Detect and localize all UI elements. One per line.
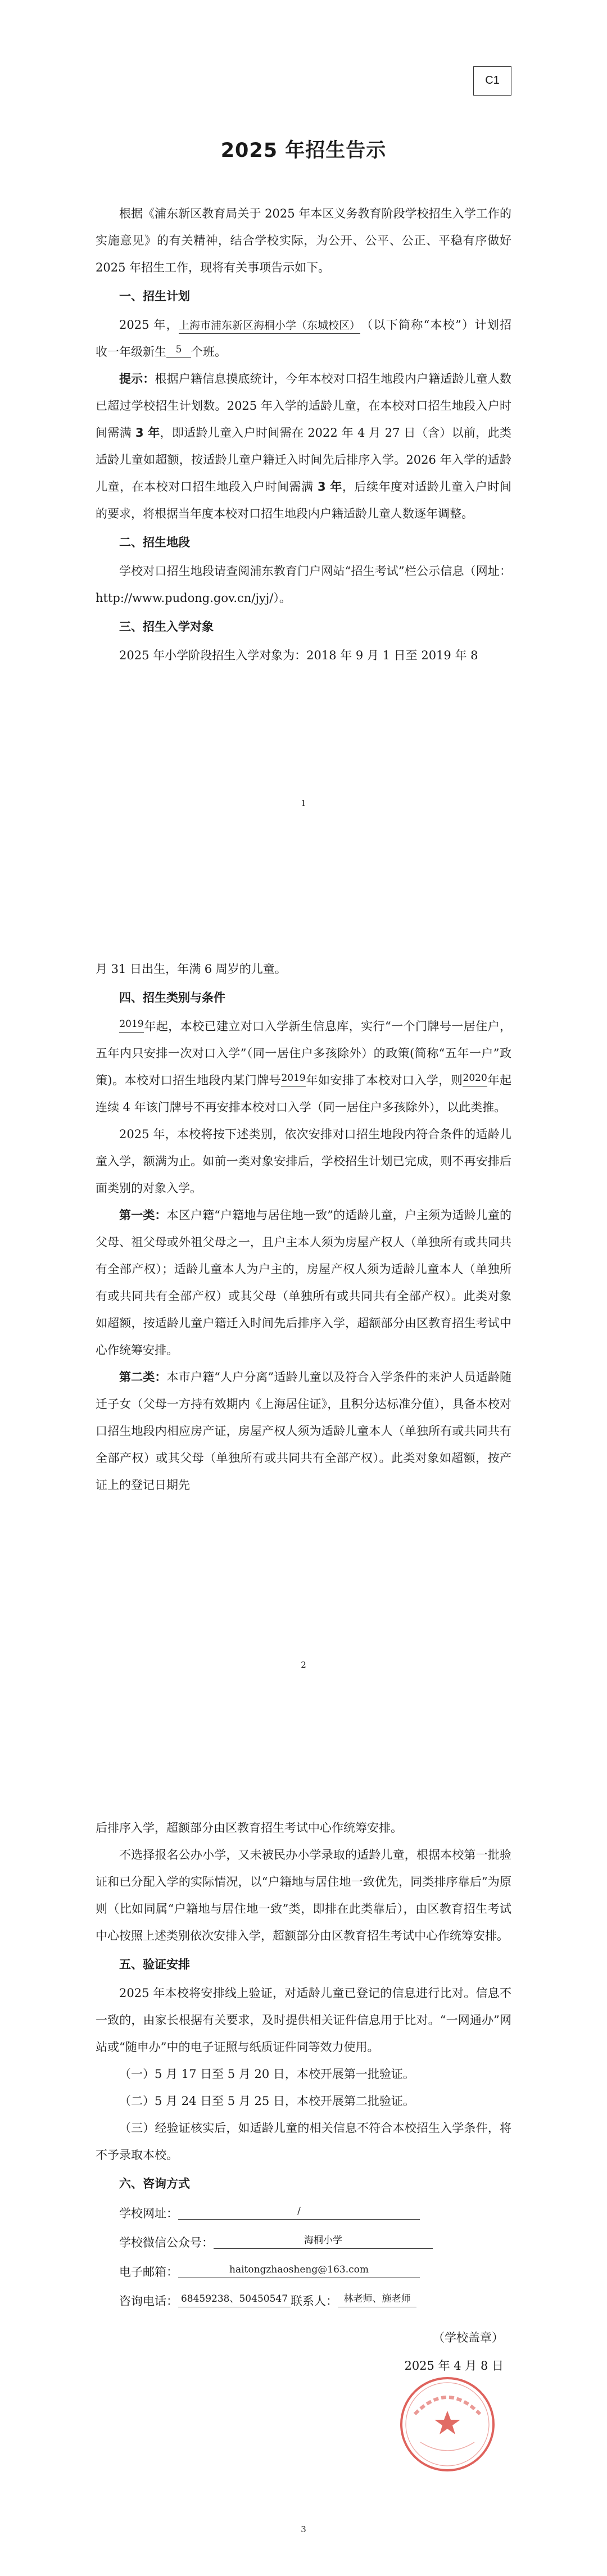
verification-item-3: （三）经验证核实后，如适龄儿童的相关信息不符合本校招生入学条件，将不予录取本校。 <box>96 2121 511 2162</box>
category-order-paragraph: 2025 年，本校将按下述类别，依次安排对口招生地段内符合条件的适龄儿童入学，额满为止。如前一类对象安排后，学校招生计划已完成，则不再安排后面类别的对象入学。 <box>96 1128 511 1195</box>
wechat-label: 学校微信公众号： <box>119 2236 214 2249</box>
wechat-row <box>96 2228 511 2257</box>
section-6-heading: 六、咨询方式 <box>119 2177 190 2190</box>
intro-paragraph: 根据《浦东新区教育局关于 2025 年本区义务教育阶段学校招生入学工作的实施意见》的有关精神，结合学校实际，为公开、公平、公正、平稳有序做好 2025 年招生工作，现将有关事项告示如下。 <box>96 207 511 274</box>
plan-mid: （以下简称“本校”）计划招收一年级新生 <box>96 318 511 359</box>
page-number: 1 <box>301 798 306 808</box>
school-name-field: 上海市浦东新区海桐小学（东城校区） <box>179 318 360 334</box>
email-value: haitongzhaosheng@163.com <box>178 2262 420 2278</box>
page-number: 3 <box>301 2524 306 2534</box>
section-4-heading: 四、招生类别与条件 <box>119 991 225 1004</box>
section-5-heading: 五、验证安排 <box>119 1958 190 1971</box>
category-1-label: 第一类： <box>119 1208 167 1222</box>
policy-text-c: 年起连续 4 年该门牌号不再安排本校对口入学（同一居住户多孩除外），以此类推。 <box>96 1074 512 1114</box>
website-row <box>96 2199 511 2228</box>
section-3-heading: 三、招生入学对象 <box>119 620 214 633</box>
website-value: / <box>178 2203 420 2220</box>
category-2-paragraph-end: 后排序入学，超额部分由区教育招生考试中心作统筹安排。 <box>96 1821 402 1835</box>
email-label: 电子邮箱： <box>119 2265 178 2279</box>
page-1 <box>0 0 607 863</box>
plan-suffix: 个班。 <box>191 345 227 359</box>
page-3 <box>0 1723 607 2576</box>
five-year-policy-paragraph <box>96 1013 511 1121</box>
section-1-heading: 一、招生计划 <box>119 289 190 303</box>
example-year-field: 2019 <box>281 1070 306 1086</box>
section-2-heading: 二、招生地段 <box>119 536 190 549</box>
school-seal-stamp <box>398 2375 497 2474</box>
eligibility-paragraph-end: 月 31 日出生，年满 6 周岁的儿童。 <box>96 962 287 976</box>
enrollment-plan-paragraph <box>96 311 511 365</box>
page-3-body <box>96 1814 511 2380</box>
tip-paragraph <box>96 365 511 527</box>
category-2-label: 第二类： <box>119 1370 167 1384</box>
phone-row <box>96 2287 511 2316</box>
unassigned-children-paragraph: 不选择报名公办小学，又未被民办小学录取的适龄儿童，根据本校第一批验证和已分配入学的实际情况，以“户籍地与居住地一致优先，同类排序靠后”为原则（比如同属“户籍地与居住地一致”类，即排在此类靠后），由区教育招生考试中心按照上述类别依次安排入学，超额部分由区教育招生考试中心作统筹安排。 <box>96 1848 511 1943</box>
page-1-body <box>96 200 511 669</box>
contact-person-label: 联系人： <box>291 2294 338 2308</box>
page-title: 2025 年招生告示 <box>220 139 387 162</box>
page-number: 2 <box>301 1660 306 1670</box>
tip-bold-years-2: 3 年 <box>317 480 342 494</box>
class-count-field: 5 <box>166 342 191 358</box>
plan-prefix: 2025 年， <box>119 318 179 332</box>
verification-paragraph: 2025 年本校将安排线上验证，对适龄儿童已登记的信息进行比对。信息不一致的，由家长根据有关要求，及时提供相关证件信息用于比对。“一网通办”网站或“随申办”中的电子证照与纸质证件同等效力使用。 <box>96 1986 511 2054</box>
policy-start-year-field: 2019 <box>119 1016 144 1033</box>
tip-text-a: 根据户籍信息摸底统计，今年本校对口招生地段内户籍适龄儿童人数已超过学校招生计划数。2025 年入学的适龄儿童，在本校对口招生地段入户时间需满 <box>96 372 511 440</box>
contact-person-value: 林老师、施老师 <box>338 2291 416 2307</box>
category-1-paragraph <box>96 1202 511 1364</box>
phone-value: 68459238、50450547 <box>178 2291 291 2307</box>
category-2-paragraph <box>96 1364 511 1498</box>
email-row <box>96 2257 511 2287</box>
tip-text-b: ，即适龄儿童入户时间需在 2022 年 4 月 27 日（含）以前，此类适龄儿童如超额，按适龄儿童户籍迁入时间先后排序入学。2026 年入学的适龄儿童，在本校对口招生地段入户时间需满 <box>96 426 511 494</box>
category-2-text: 本市户籍“人户分离”适龄儿童以及符合入学条件的来沪人员适龄随迁子女（父母一方持有效期内《上海居住证》，且积分达标准分值），具备本校对口招生地段内相应房产证，房屋产权人须为适龄儿童本人（单独所有或共同共有全部产权）或其父母（单独所有或共同共有全部产权）。此类对象如超额，按产证上的登记日期先 <box>96 1370 511 1492</box>
verification-item-2: （二）5 月 24 日至 5 月 25 日，本校开展第二批验证。 <box>119 2094 415 2108</box>
document-code-box: C1 <box>473 66 511 96</box>
wechat-value: 海桐小学 <box>214 2233 433 2249</box>
tip-bold-years-1: 3 年 <box>135 426 160 440</box>
sign-date: 2025 年 4 月 8 日 <box>404 2359 504 2373</box>
district-paragraph: 学校对口招生地段请查阅浦东教育门户网站“招生考试”栏公示信息（网址：http://www.pudong.gov.cn/jyj/）。 <box>96 564 511 605</box>
page-2 <box>0 863 607 1723</box>
page-2-body <box>96 956 511 1498</box>
eligibility-paragraph-start: 2025 年小学阶段招生入学对象为：2018 年 9 月 1 日至 2019 年 8 <box>119 649 478 662</box>
phone-label: 咨询电话： <box>119 2294 178 2308</box>
tip-label: 提示： <box>119 372 155 386</box>
tip-text-c: ，后续年度对适龄儿童入户时间的要求，将根据当年度本校对口招生地段内户籍适龄儿童人数逐年调整。 <box>96 480 511 520</box>
policy-text-a: 年起，本校已建立对口入学新生信息库，实行“一个门牌号一居住户，五年内只安排一次对口入学”（同一居住户多孩除外）的政策(简称“五年一户”政策)。本校对口招生地段内某门牌号 <box>96 1020 511 1087</box>
category-1-text: 本区户籍“户籍地与居住地一致”的适龄儿童，户主须为适龄儿童的父母、祖父母或外祖父母之一，且户主本人须为房屋产权人（单独所有或共同共有全部产权）；适龄儿童本人为户主的，房屋产权人须为适龄儿童本人（单独所有或共同共有全部产权）或其父母（单独所有或共同共有全部产权）。此类对象如超额，按适龄儿童户籍迁入时间先后排序入学，超额部分由区教育招生考试中心作统筹安排。 <box>96 1208 511 1357</box>
next-year-field: 2020 <box>463 1070 487 1086</box>
verification-item-1: （一）5 月 17 日至 5 月 20 日，本校开展第一批验证。 <box>119 2067 415 2081</box>
policy-text-b: 年如安排了本校对口入学，则 <box>306 1074 463 1087</box>
seal-note: （学校盖章） <box>433 2331 504 2344</box>
website-label: 学校网址： <box>119 2207 178 2220</box>
